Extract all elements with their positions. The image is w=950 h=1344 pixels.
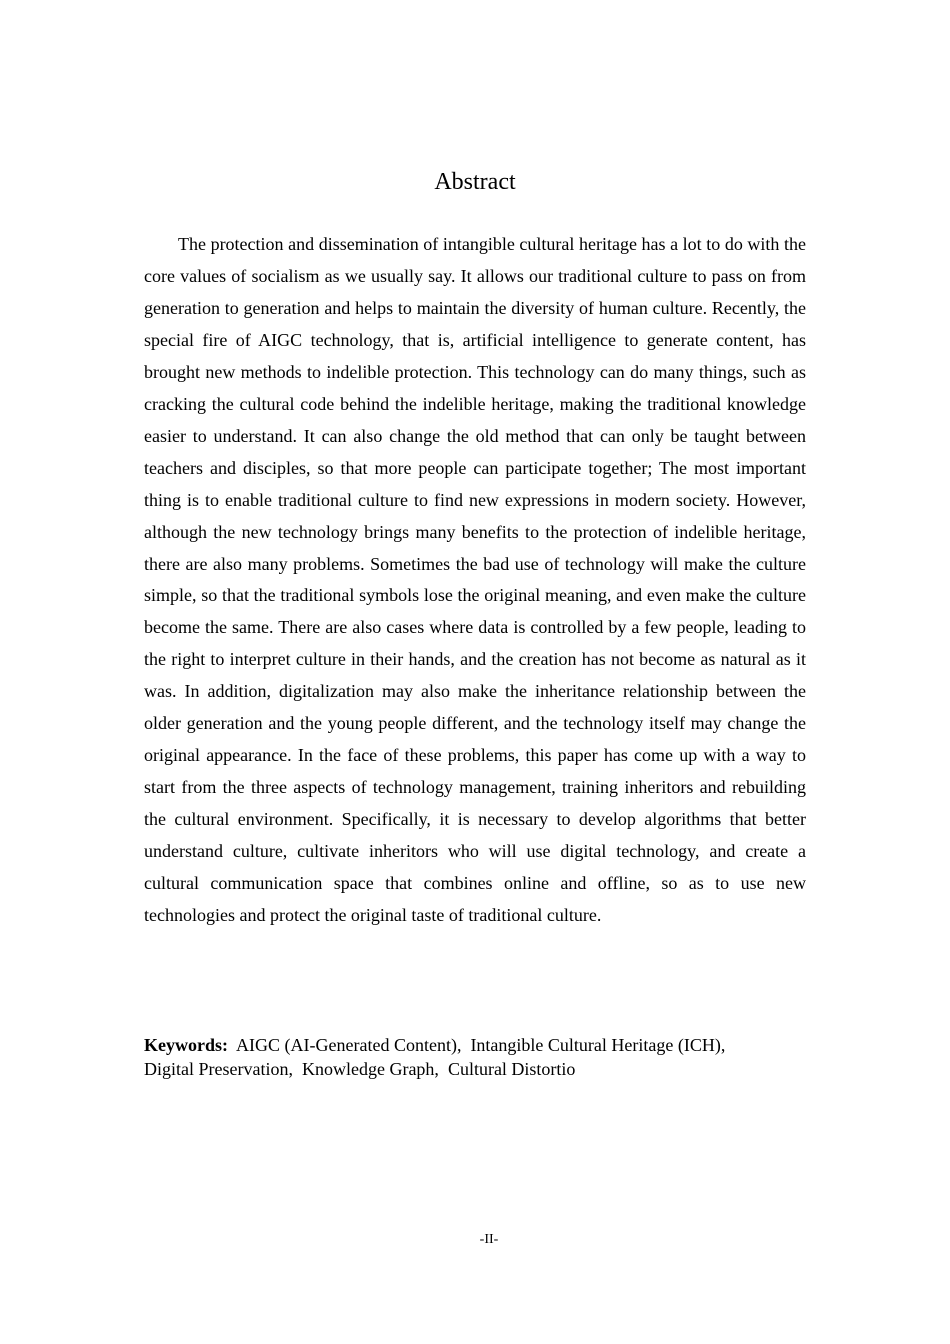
keyword-item: AIGC (AI-Generated Content), xyxy=(236,1035,462,1055)
keywords-section xyxy=(144,1033,806,1081)
keyword-item: Intangible Cultural Heritage (ICH), xyxy=(470,1035,726,1055)
keywords-label: Keywords: xyxy=(144,1035,228,1055)
keyword-item: Knowledge Graph, xyxy=(301,1059,439,1079)
abstract-body: The protection and dissemination of intangible cultural heritage has a lot to do with the core values of socialism as we usually say. It allows our traditional culture to pass on from generation to generation and helps to maintain the diversity of human culture. Recently, the special fire of AIGC technology, that is, artificial intelligence to generate content, has brought new methods to indelible protection. This technology can do many things, such as cracking the cultural code behind the indelible heritage, making the traditional knowledge easier to understand. It can also change the old method that can only be taught between teachers and disciples, so that more people can participate together; The most important thing is to enable traditional culture to find new expressions in modern society. However, although the new technology brings many benefits to the protection of indelible heritage, there are also many problems. Sometimes the bad use of technology will make the culture simple, so that the traditional symbols lose the original meaning, and even make the culture become the same. There are also cases where data is controlled by a few people, leading to the right to interpret culture in their hands, and the creation has not become as natural as it was. In addition, digitalization may also make the inheritance relationship between the older generation and the young people different, and the technology itself may change the original appearance. In the face of these problems, this paper has come up with a way to start from the three aspects of technology management, training inheritors and rebuilding the cultural environment. Specifically, it is necessary to develop algorithms that better understand culture, cultivate inheritors who will use digital technology, and create a cultural communication space that combines online and offline, so as to use new technologies and protect the original taste of traditional culture. xyxy=(144,234,806,926)
keyword-item: Cultural Distortio xyxy=(447,1059,576,1079)
keyword-item: Digital Preservation, xyxy=(144,1059,293,1079)
page-number: -II- xyxy=(479,1232,499,1247)
abstract-title: Abstract xyxy=(434,169,516,195)
